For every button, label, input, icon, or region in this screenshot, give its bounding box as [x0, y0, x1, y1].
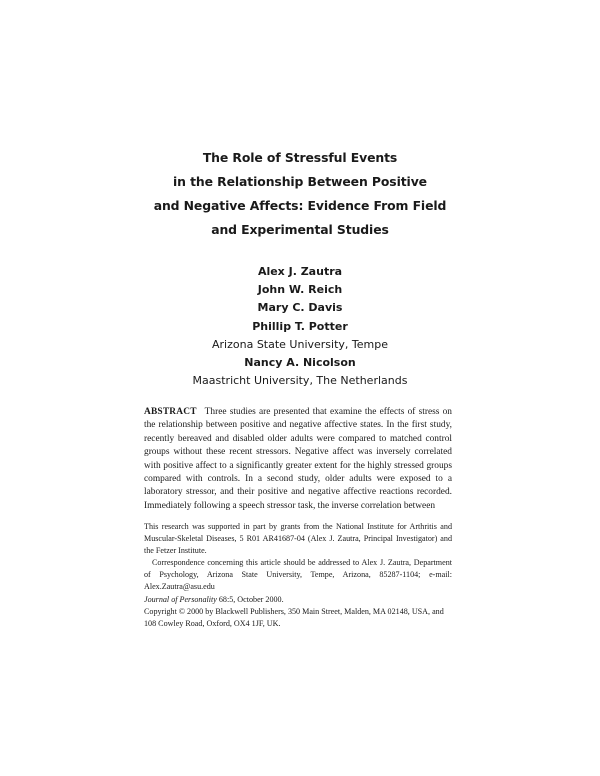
- affiliation-1: Arizona State University, Tempe: [212, 337, 388, 351]
- title-line-1: The Role of Stressful Events: [202, 150, 398, 165]
- author-block: [0, 263, 600, 390]
- author-name-3: Mary C. Davis: [257, 301, 343, 315]
- journal-citation: [144, 594, 452, 606]
- author-name-2: John W. Reich: [257, 283, 343, 297]
- title-line-3: and Negative Affects: Evidence From Field: [153, 198, 447, 213]
- correspondence-note: Correspondence concerning this article should be addressed to Alex J. Zautra, Department of Psychology, Arizona State University, Tempe, Arizona, 85287-1104; e-mail: Alex.Zautra@asu.edu: [144, 558, 452, 591]
- abstract-text: Three studies are presented that examine the effects of stress on the relationship between positive and negative affective states. In the first study, recently bereaved and disabled older adults were compared to matched control groups without these recent stressors. Negative affect was inversely correlated with positive affect to a significantly greater extent for the highly stressed groups compared with controls. In a second study, older adults were exposed to a laboratory stressor, and their positive and negative affective reactions recorded. Immediately following a speech stressor task, the inverse correlation between: [144, 407, 452, 511]
- abstract: [144, 406, 452, 513]
- author-name-4: Phillip T. Potter: [252, 319, 348, 333]
- abstract-heading: ABSTRACT: [144, 407, 197, 417]
- journal-issue: 68:5, October 2000.: [216, 595, 284, 604]
- title-line-2: in the Relationship Between Positive: [173, 174, 427, 189]
- author-name-5: Nancy A. Nicolson: [244, 356, 356, 370]
- title-line-4: and Experimental Studies: [211, 222, 389, 237]
- funding-note: This research was supported in part by grants from the National Institute for Arthritis and Muscular-Skeletal Diseases, 5 R01 AR41687-04 (Alex J. Zautra, Principal Investigator) and the Fetzer Institute.: [144, 522, 452, 555]
- journal-name: Journal of Personality: [144, 595, 217, 604]
- footnote-block: [144, 521, 452, 593]
- journal-info: [144, 594, 452, 630]
- paper-title: [0, 146, 600, 242]
- affiliation-2: Maastricht University, The Netherlands: [192, 374, 408, 388]
- author-name-1: Alex J. Zautra: [257, 265, 343, 278]
- copyright-notice: Copyright © 2000 by Blackwell Publishers, 350 Main Street, Malden, MA 02148, USA, and 108 Cowley Road, Oxford, OX4 1JF, UK.: [144, 607, 444, 628]
